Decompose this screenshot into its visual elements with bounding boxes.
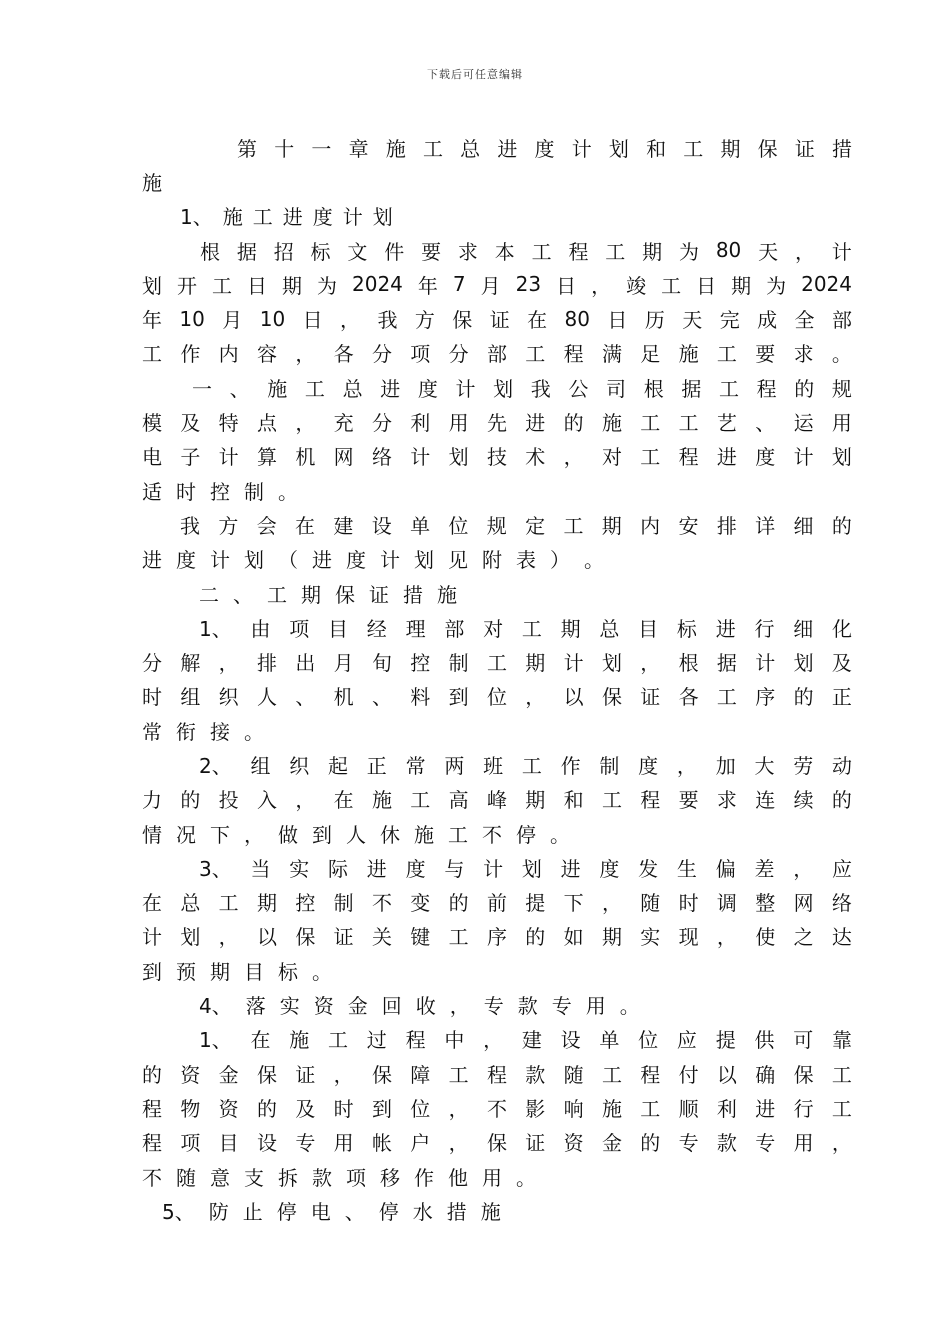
text-line: 分 解 ， 排 出 月 旬 控 制 工 期 计 划 ， 根 据 计 划 及 [142, 651, 852, 676]
text-line: 程 项 目 设 专 用 帐 户 ， 保 证 资 金 的 专 款 专 用 ， [142, 1131, 852, 1156]
text-line: 第 十 一 章 施 工 总 进 度 计 划 和 工 期 保 证 措 [237, 136, 852, 161]
text-line: 适 时 控 制 。 [142, 479, 298, 504]
text-line: 划 开 工 日 期 为 2024 年 7 月 23 日 ， 竣 工 日 期 为 2024 [142, 272, 852, 298]
text-line: 程 物 资 的 及 时 到 位 ， 不 影 响 施 工 顺 利 进 行 工 [142, 1096, 852, 1121]
text-line: 工 作 内 容 ， 各 分 项 分 部 工 程 满 足 施 工 要 求 。 [142, 342, 852, 367]
text-line: 到 预 期 目 标 。 [142, 959, 332, 984]
text-line: 不 随 意 支 拆 款 项 移 作 他 用 。 [142, 1165, 536, 1190]
text-line: 一 、 施 工 总 进 度 计 划 我 公 司 根 据 工 程 的 规 [192, 376, 852, 401]
text-line: 2、 组 织 起 正 常 两 班 工 作 制 度 ， 加 大 劳 动 [199, 753, 852, 778]
text-line: 的 资 金 保 证 ， 保 障 工 程 款 随 工 程 付 以 确 保 工 [142, 1062, 852, 1087]
text-line: 4、 落 实 资 金 回 收 ， 专 款 专 用 。 [199, 994, 640, 1019]
text-line: 1、 由 项 目 经 理 部 对 工 期 总 目 标 进 行 细 化 [199, 616, 852, 641]
text-line: 力 的 投 入 ， 在 施 工 高 峰 期 和 工 程 要 求 连 续 的 [142, 788, 852, 813]
text-line: 常 衔 接 。 [142, 719, 264, 744]
text-line: 3、 当 实 际 进 度 与 计 划 进 度 发 生 偏 差 ， 应 [199, 856, 852, 881]
text-line: 时 组 织 人 、 机 、 料 到 位 ， 以 保 证 各 工 序 的 正 [142, 685, 852, 710]
text-line: 二 、 工 期 保 证 措 施 [199, 582, 457, 607]
text-line: 施 [142, 170, 162, 195]
text-line: 计 划 ， 以 保 证 关 键 工 序 的 如 期 实 现 ， 使 之 达 [142, 925, 852, 950]
text-line: 在 总 工 期 控 制 不 变 的 前 提 下 ， 随 时 调 整 网 络 [142, 891, 852, 916]
text-line: 模 及 特 点 ， 充 分 利 用 先 进 的 施 工 工 艺 、 运 用 [142, 411, 852, 436]
text-line: 年 10 月 10 日 ， 我 方 保 证 在 80 日 历 天 完 成 全 部 [142, 306, 852, 333]
text-line: 5、 防 止 停 电 、 停 水 措 施 [162, 1199, 501, 1224]
document-body [142, 130, 852, 1228]
text-line: 根 据 招 标 文 件 要 求 本 工 程 工 期 为 80 天 ， 计 [200, 238, 852, 264]
text-line: 1、 施 工 进 度 计 划 [180, 205, 393, 230]
page-header-note: 下载后可任意编辑 [427, 68, 523, 81]
text-line: 进 度 计 划 （ 进 度 计 划 见 附 表 ） 。 [142, 548, 604, 573]
text-line: 1、 在 施 工 过 程 中 ， 建 设 单 位 应 提 供 可 靠 [199, 1028, 852, 1053]
text-line: 情 况 下 ， 做 到 人 休 施 工 不 停 。 [142, 822, 570, 847]
text-line: 我 方 会 在 建 设 单 位 规 定 工 期 内 安 排 详 细 的 [180, 513, 852, 538]
text-line: 电 子 计 算 机 网 络 计 划 技 术 ， 对 工 程 进 度 计 划 [142, 445, 852, 470]
